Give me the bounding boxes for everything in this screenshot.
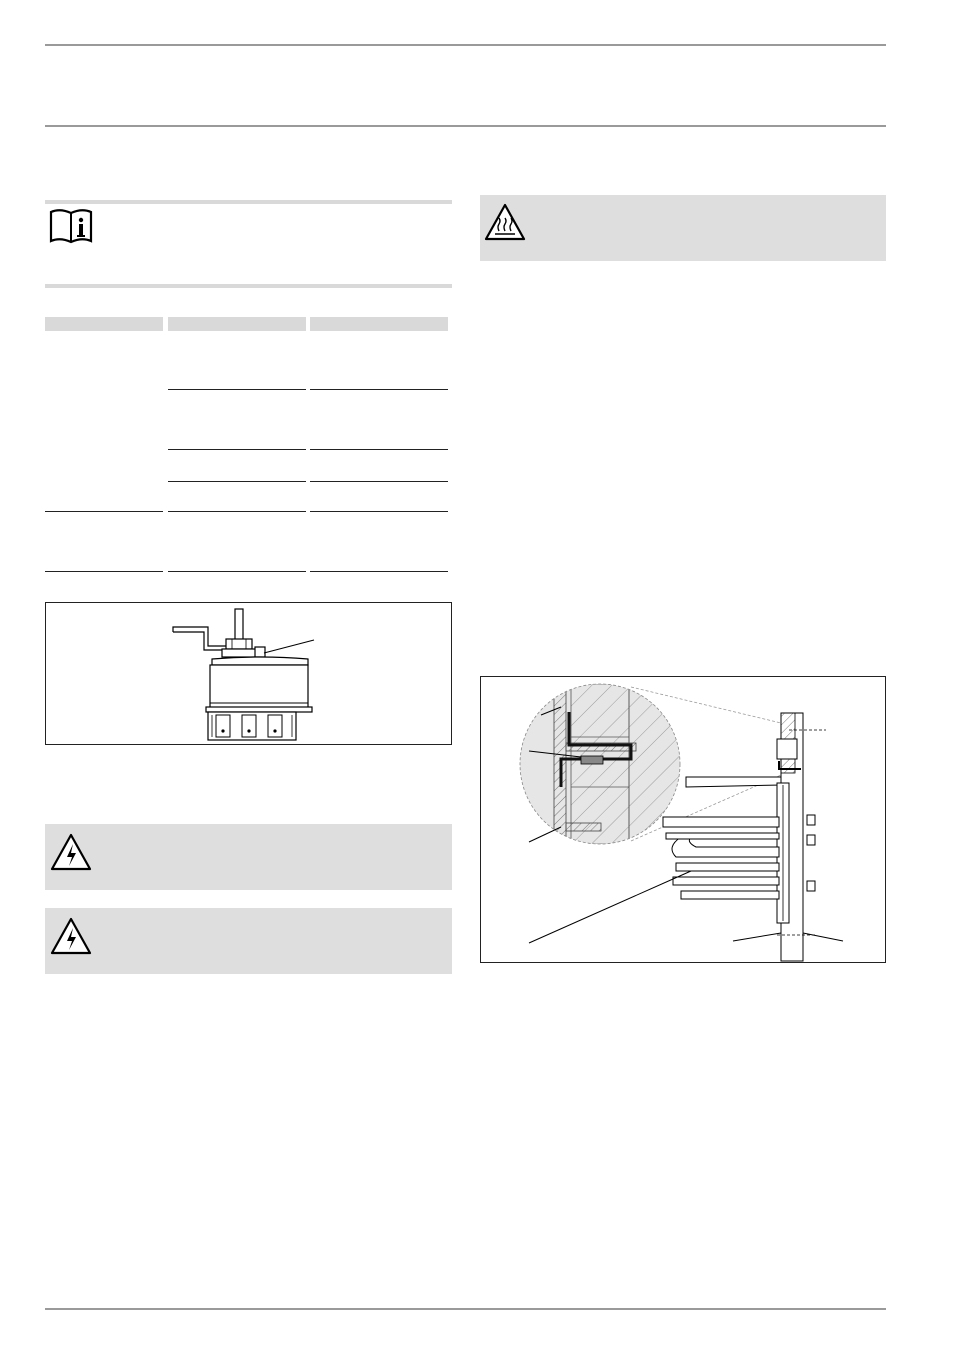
table-row-line	[310, 571, 448, 572]
hot-surface-warning-icon	[484, 203, 526, 241]
electric-shock-warning-icon	[50, 833, 92, 871]
table-row-line	[310, 449, 448, 450]
heater-installation-figure	[480, 676, 886, 963]
table-header-cell	[310, 317, 448, 331]
footer-rule	[45, 1308, 886, 1310]
table-row-line	[168, 449, 306, 450]
hot-surface-warning-panel	[480, 195, 886, 261]
manual-info-icon	[48, 208, 94, 244]
table-row-line	[45, 571, 163, 572]
table-row-line	[310, 389, 448, 390]
header-bottom-rule	[45, 125, 886, 127]
table-row-line	[310, 511, 448, 512]
table-row-line	[168, 511, 306, 512]
header-top-rule	[45, 44, 886, 46]
table-header-cell	[45, 317, 163, 331]
table-row-line	[45, 511, 163, 512]
table-row-line	[310, 481, 448, 482]
info-notice-bottom-bar	[45, 284, 452, 288]
thermostat-diagram	[46, 603, 451, 744]
table-row-line	[168, 571, 306, 572]
electric-warning-panel	[45, 824, 452, 890]
table-row-line	[168, 389, 306, 390]
info-notice-top-bar	[45, 200, 452, 204]
electric-warning-panel	[45, 908, 452, 974]
thermostat-figure	[45, 602, 452, 745]
table-row-line	[168, 481, 306, 482]
electric-shock-warning-icon	[50, 917, 92, 955]
table-header-cell	[168, 317, 306, 331]
heater-installation-diagram	[481, 677, 885, 962]
